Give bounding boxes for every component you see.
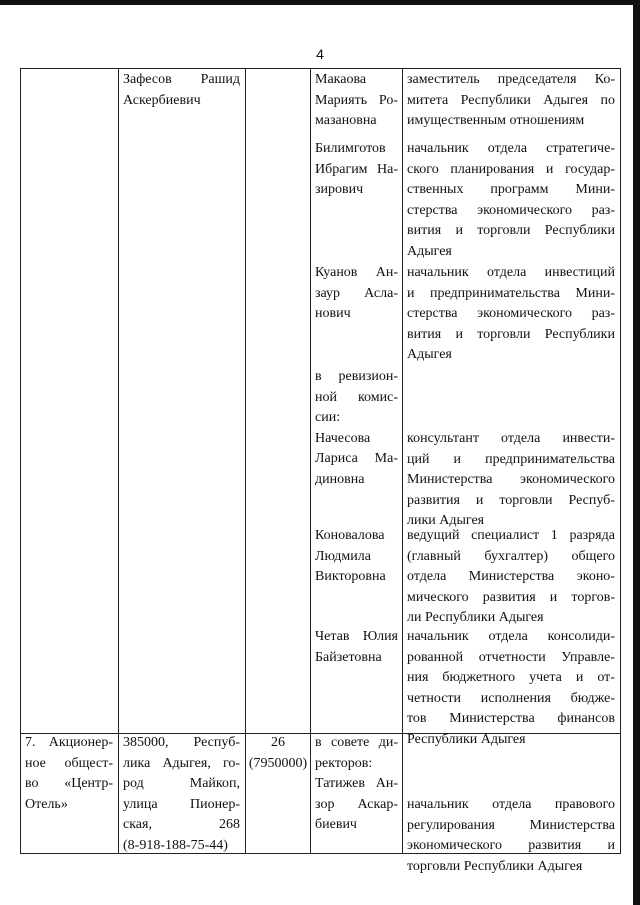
text-line [315,263,398,284]
text-line [407,526,615,547]
word: Министерства [468,569,555,585]
word: Министерства [529,817,615,833]
word: бухгалтер) [484,548,549,564]
word: Татижев [315,776,365,792]
text-line [315,91,398,112]
text-line [407,567,615,588]
word: бюдже- [570,690,615,706]
word: ведущий [407,528,460,543]
text-line [407,627,615,648]
word: Мини- [575,182,615,198]
text-line [407,470,615,491]
word: учета [529,670,562,686]
word: и [455,223,463,239]
text-line [407,816,615,837]
table-cell-text [123,70,240,111]
word: Рашид [200,72,240,87]
text-line: 26 [271,735,285,750]
text-line: (8-918-188-75-44) [123,837,228,853]
word: Ибрагим [315,161,368,177]
word: развития [528,838,582,854]
word: ревизион- [338,369,398,384]
text-line: Начесова [315,430,371,446]
text-line [407,795,615,816]
word: улица [123,796,158,812]
table-cell-text [25,733,113,815]
word: по [600,92,615,108]
text-line: нович [315,306,351,322]
word: Респуб- [193,735,240,750]
word: Куанов [315,265,358,280]
text-line [315,284,398,305]
word: зор [315,796,335,812]
word: вития [407,223,442,239]
text-line: (7950000) [248,755,308,771]
table-cell-text [315,627,398,668]
word: исполнения [480,690,551,706]
table-top-border [20,68,620,69]
word: Республики [544,223,615,239]
word: раз- [591,306,615,322]
word: специалист [471,528,540,543]
text-line: зирович [315,182,364,198]
word: отдела [488,629,528,644]
word: На- [377,161,398,177]
text-line [407,709,615,730]
table-cell-text [315,263,398,325]
word: во [25,776,39,792]
text-line: лики Адыгея [407,513,485,529]
text-line [407,491,615,512]
text-line [315,774,398,795]
word: Министерства [449,711,535,727]
word: раз- [591,202,615,218]
word: председателя [497,72,577,87]
text-line [315,627,398,648]
word: и [455,326,463,342]
word: Мариять [315,92,368,108]
text-line: Викторовна [315,569,386,585]
word: Пионер- [190,796,240,812]
word: и [407,285,415,301]
word: предпринимательства [430,285,560,301]
scan-edge-right [633,0,640,905]
word: государ- [565,161,615,177]
word: Мини- [575,285,615,301]
word: экономического [477,306,573,322]
text-line [407,325,615,346]
column-line [620,68,621,854]
word: отдела [492,797,532,812]
text-line [407,588,615,609]
word: начальник [407,141,469,156]
text-line [407,450,615,471]
text-line [123,795,240,816]
word: планирования [450,161,535,177]
word: отдела [487,265,527,280]
word: «Центр- [64,776,113,792]
text-line: Адыгея [407,347,452,363]
word: консультант [407,431,479,446]
text-line [123,774,240,795]
word: род [123,776,144,792]
word: экономического [477,202,573,218]
word: Республики [460,92,531,108]
word: стерства [407,202,458,218]
text-line: мазановна [315,113,377,129]
word: ская, [123,817,152,833]
word: Адыгея [543,92,589,108]
text-line [407,201,615,222]
word: митета [407,92,449,108]
word: торговли [477,223,531,239]
word: программ [490,182,549,198]
text-line [407,648,615,669]
text-line: Отель» [25,796,68,812]
word: Четав [315,629,350,644]
text-line: биевич [315,817,357,833]
word: и [453,451,462,467]
word: Управле- [561,649,615,665]
word: Респуб- [568,492,615,508]
table-cell-text [407,526,615,629]
text-line: Республики Адыгея [407,731,526,747]
text-line [315,160,398,181]
word: ное [25,755,46,771]
word: развития [407,492,460,508]
word: развития [482,589,536,605]
word: и [607,838,615,854]
word: Ро- [378,92,398,108]
text-line [315,449,398,470]
word: 1 [550,528,558,543]
word: (главный [407,548,461,564]
text-line: Коновалова [315,528,385,543]
text-line: имущественным отношениям [407,113,585,129]
word: четности [407,690,462,706]
table-cell-text [407,627,615,751]
text-line [25,733,113,754]
text-line [123,815,240,836]
table-cell-text [315,70,398,132]
text-line [407,668,615,689]
word: совете [331,735,370,750]
word: инвести- [562,431,615,446]
word: начальник [407,265,469,280]
word: ций [407,451,430,467]
word: Ко- [594,72,615,87]
text-line: торговли Республики Адыгея [407,858,583,874]
word: отдела [487,141,528,156]
table-cell-text [315,526,398,588]
text-line [407,689,615,710]
word: Асла- [364,285,398,301]
text-line [407,429,615,450]
text-line [407,304,615,325]
word: эконо- [576,569,615,585]
text-line: Людмила [315,548,371,564]
text-line [25,754,113,775]
word: 7. [25,735,36,750]
column-line [20,68,21,854]
word: Юлия [362,629,398,644]
text-line: Макаова [315,72,367,87]
text-line [407,284,615,305]
word: и [545,161,554,177]
word: Аскар- [357,796,398,812]
word: Ан- [375,776,398,792]
table-cell-text [407,139,615,263]
word: Майкоп, [189,776,240,792]
text-line [407,91,615,112]
word: Ма- [374,451,398,467]
word: и [575,670,584,686]
word: ной [315,389,337,405]
text-line [407,547,615,568]
table-cell-text [315,367,398,491]
text-line [315,795,398,816]
text-line [407,180,615,201]
word: в [315,369,322,384]
text-line: ли Республики Адыгея [407,610,544,626]
word: Министерства [407,472,493,488]
text-line [407,70,615,91]
text-line [123,70,240,91]
text-line [407,221,615,242]
table-cell-text [315,733,398,836]
word: правового [554,797,615,812]
table-cell-text [247,733,309,774]
word: заместитель [407,72,480,87]
word: ского [407,161,439,177]
word: ния [407,670,429,686]
word: начальник [407,797,469,812]
text-line [407,263,615,284]
word: Лариса [315,451,358,467]
word: регулирования [407,817,495,833]
word: ственных [407,182,464,198]
word: общего [571,548,615,564]
word: инвестиций [544,265,615,280]
word: в [315,735,322,750]
scan-edge-top [0,0,640,5]
word: финансов [557,711,615,727]
column-line [245,68,246,854]
text-line [315,733,398,754]
page-number: 4 [316,46,324,62]
word: Ан- [375,265,398,280]
column-line [118,68,119,854]
word: разряда [569,528,615,543]
word: от- [597,670,615,686]
word: рованной [407,649,464,665]
table-cell-text [407,263,615,366]
word: Акционер- [48,735,113,750]
text-line: Аскербиевич [123,92,201,108]
word: экономического [407,838,502,854]
text-line [315,388,398,409]
text-line: диновна [315,471,365,487]
word: стратегиче- [546,141,615,156]
text-line [25,774,113,795]
word: лика [123,755,151,771]
text-line [123,754,240,775]
word: мического [407,589,469,605]
text-line [315,367,398,388]
text-line [407,160,615,181]
text-line [123,733,240,754]
word: 385000, [123,735,169,750]
text-line: Байзетовна [315,649,382,665]
word: торгов- [571,589,615,605]
word: заур [315,285,341,301]
text-line: ректоров: [315,755,373,771]
table-cell-text [315,139,398,201]
word: отдела [501,431,541,446]
word: консолиди- [547,629,615,644]
column-line [402,68,403,854]
word: торговли [499,492,553,508]
text-line: Адыгея [407,243,452,259]
text-line: сии: [315,410,341,426]
word: ди- [378,735,398,750]
word: Зафесов [123,72,172,87]
word: общест- [64,755,113,771]
text-line [407,139,615,160]
table-cell-text [407,70,615,132]
word: Адыгея, [162,755,211,771]
word: го- [222,755,240,771]
word: отчетности [478,649,546,665]
word: вития [407,326,442,342]
text-line [407,836,615,857]
table-cell-text [123,733,240,857]
word: стерства [407,306,458,322]
word: экономического [520,472,615,488]
word: отдела [407,569,447,585]
word: и [475,492,484,508]
word: 268 [219,817,240,833]
word: предпринимательства [485,451,615,467]
word: бюджетного [442,670,516,686]
word: тов [407,711,427,727]
word: торговли [477,326,531,342]
table-cell-text [407,795,615,877]
text-line: Билимготов [315,141,386,156]
word: комис- [357,389,398,405]
table-cell-text [407,429,615,532]
column-line [310,68,311,854]
word: начальник [407,629,469,644]
word: Республики [544,326,615,342]
word: и [549,589,558,605]
